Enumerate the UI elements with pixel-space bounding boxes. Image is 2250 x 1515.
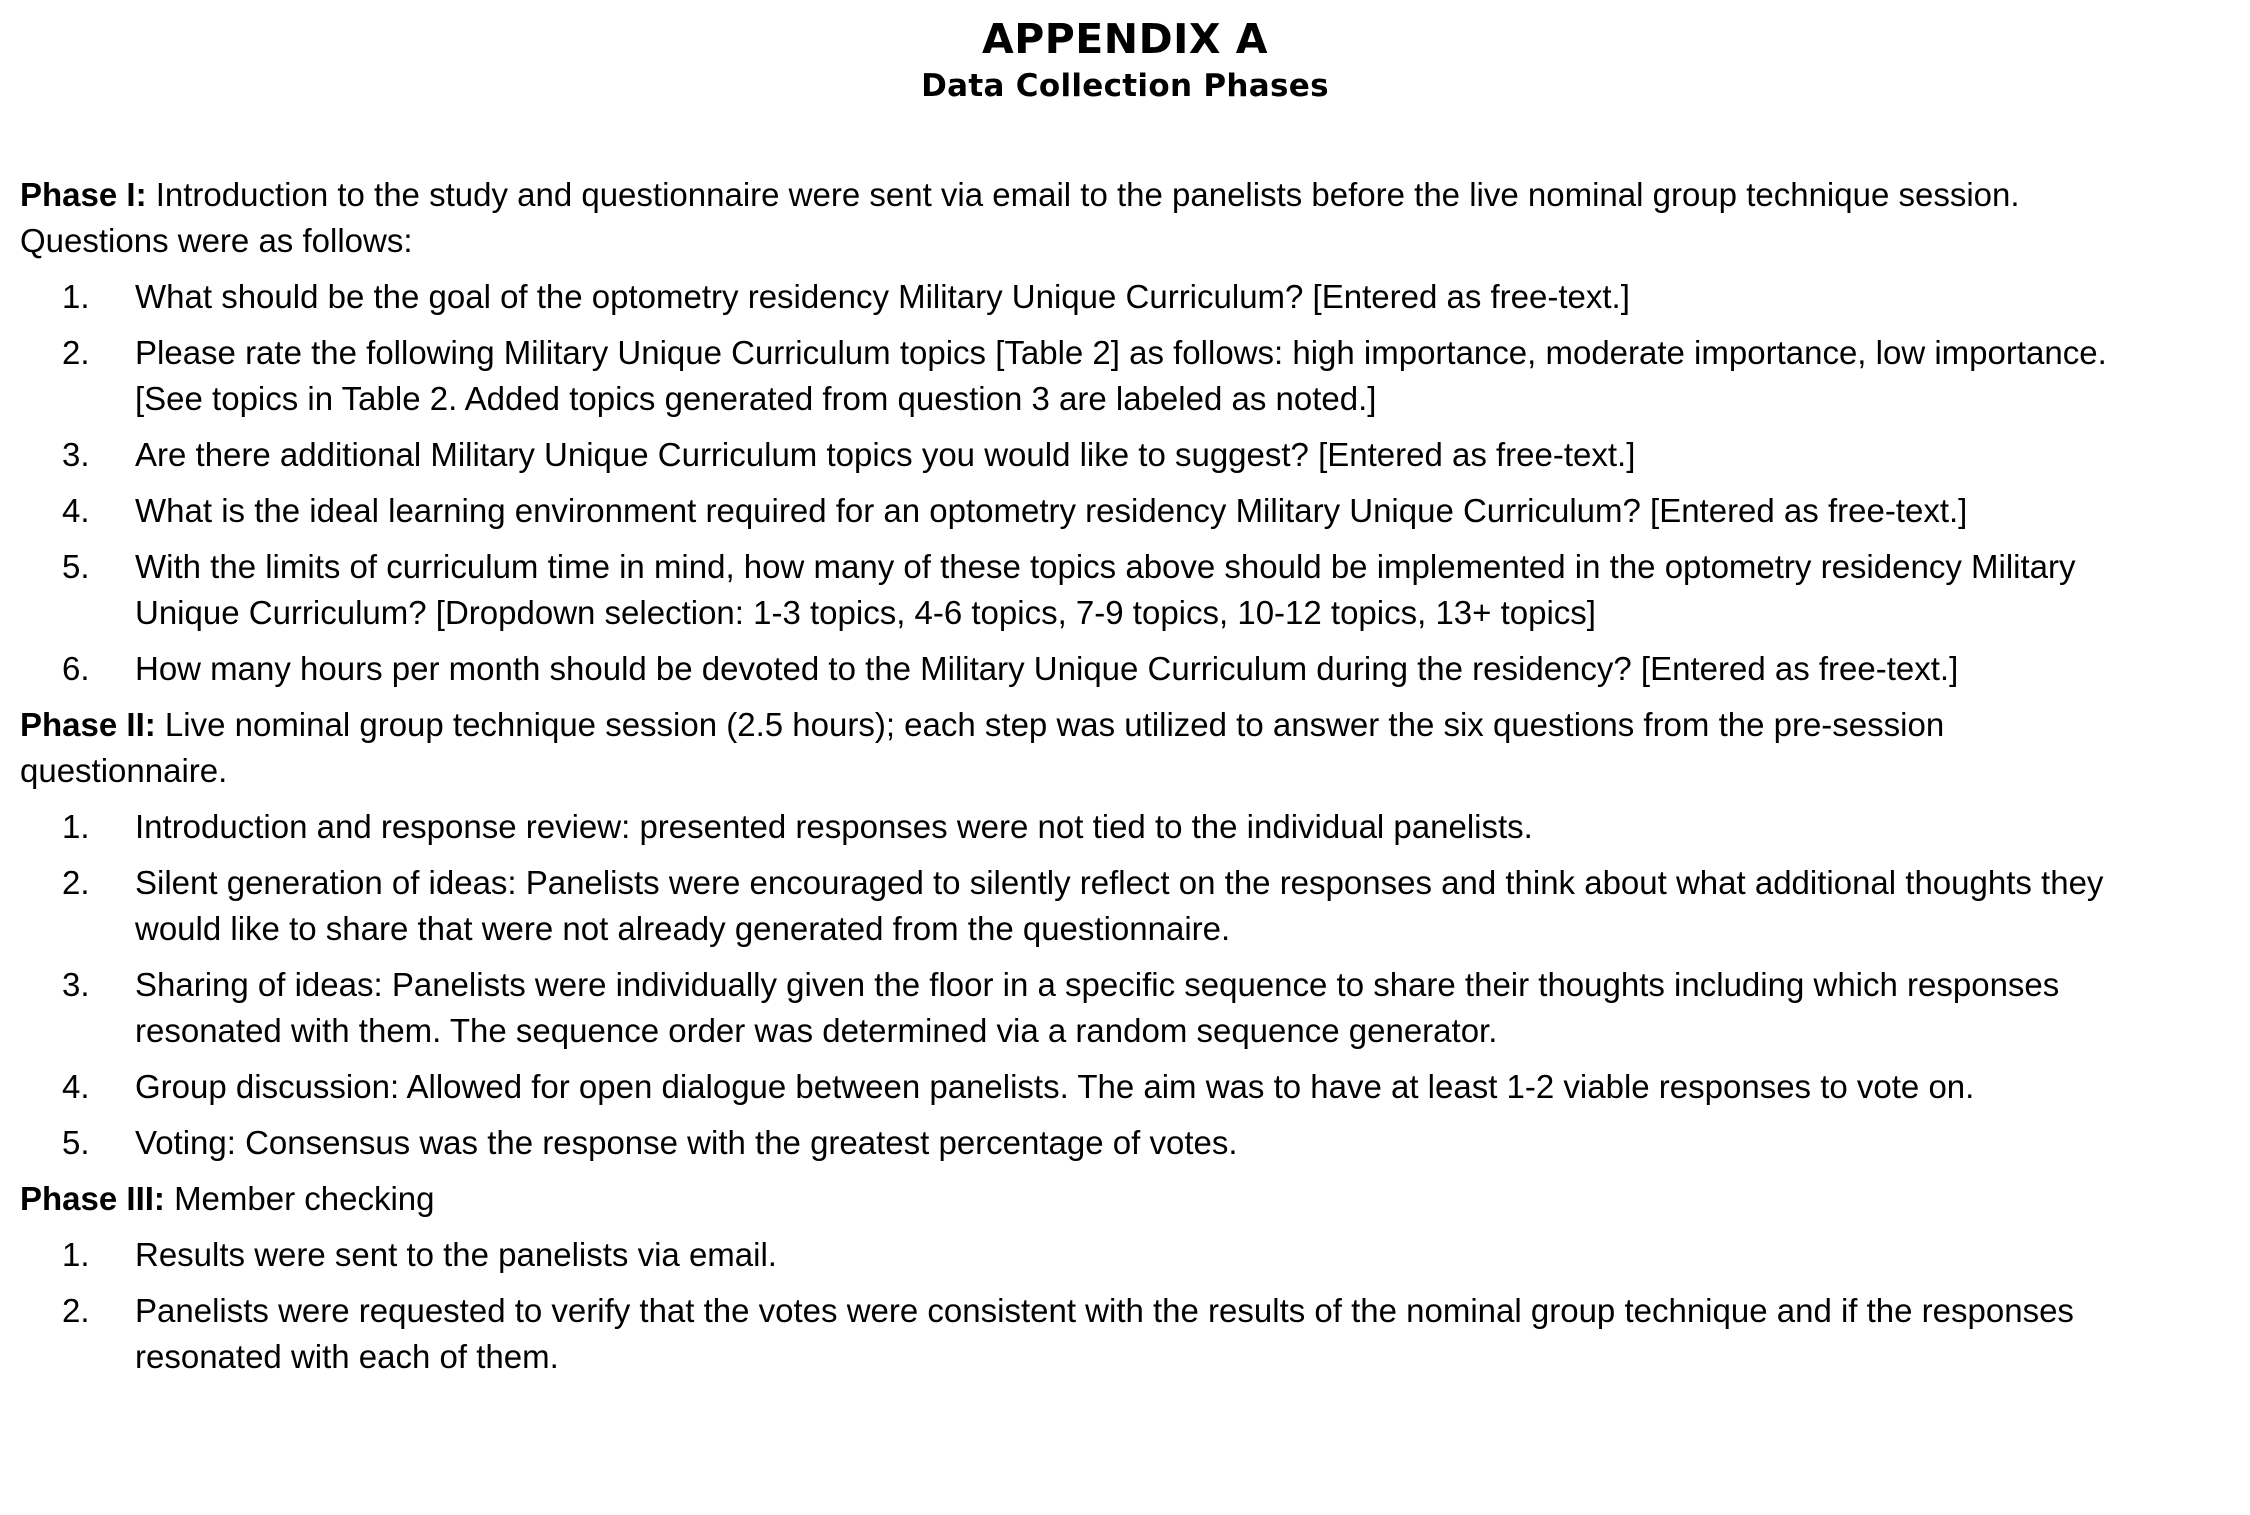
list-item xyxy=(20,646,2160,692)
list-item xyxy=(20,1232,2160,1278)
phase-3-section xyxy=(20,1176,2160,1380)
phase-1-intro-text: Introduction to the study and questionnaire were sent via email to the panelists before the live nominal group technique session. Questions were as follows: xyxy=(20,176,2020,259)
list-item xyxy=(20,1288,2160,1380)
phase-3-intro-text: Member checking xyxy=(174,1180,435,1217)
list-item xyxy=(20,804,2160,850)
list-item xyxy=(20,860,2160,952)
list-item-text: Are there additional Military Unique Curriculum topics you would like to suggest? [Entered as free-text.] xyxy=(135,436,1636,473)
page-title: APPENDIX A xyxy=(981,15,1269,63)
document-header xyxy=(20,14,2230,108)
list-item-text: Silent generation of ideas: Panelists were encouraged to silently reflect on the responses and think about what additional thoughts they would like to share that were not already generated from the questionnaire. xyxy=(135,864,2104,947)
list-item-text: Group discussion: Allowed for open dialogue between panelists. The aim was to have at least 1-2 viable responses to vote on. xyxy=(135,1068,1975,1105)
list-item-text: With the limits of curriculum time in mind, how many of these topics above should be implemented in the optometry residency Military Unique Curriculum? [Dropdown selection: 1-3 topics, 4-6 topics, 7-9 topics, 10-12 topics, 13+ topics] xyxy=(135,548,2076,631)
list-item-text: What should be the goal of the optometry residency Military Unique Curriculum? [Entered as free-text.] xyxy=(135,278,1630,315)
list-item xyxy=(20,1120,2160,1166)
phase-2-intro-text: Live nominal group technique session (2.5 hours); each step was utilized to answer the six questions from the pre-session questionnaire. xyxy=(20,706,1945,789)
list-item-text: Panelists were requested to verify that the votes were consistent with the results of the nominal group technique and if the responses resonated with each of them. xyxy=(135,1292,2074,1375)
phase-1-label: Phase I: xyxy=(20,176,147,213)
phase-3-step-list xyxy=(20,1232,2160,1380)
phase-2-intro xyxy=(20,702,2160,794)
list-item xyxy=(20,488,2160,534)
phase-3-intro xyxy=(20,1176,2160,1222)
phase-1-intro xyxy=(20,172,2160,264)
list-item-text: Please rate the following Military Unique Curriculum topics [Table 2] as follows: high importance, moderate importance, low importance. [See topics in Table 2. Added topics generated from question 3 are labeled as noted.] xyxy=(135,334,2107,417)
phase-2-step-list xyxy=(20,804,2160,1166)
list-item-text: What is the ideal learning environment required for an optometry residency Military Unique Curriculum? [Entered as free-text.] xyxy=(135,492,1968,529)
phase-2-label: Phase II: xyxy=(20,706,156,743)
list-item xyxy=(20,330,2160,422)
list-item-text: Sharing of ideas: Panelists were individually given the floor in a specific sequence to share their thoughts including which responses resonated with them. The sequence order was determined via a random sequence generator. xyxy=(135,966,2060,1049)
phase-1-question-list xyxy=(20,274,2160,692)
list-item-text: Voting: Consensus was the response with the greatest percentage of votes. xyxy=(135,1124,1238,1161)
list-item xyxy=(20,544,2160,636)
list-item xyxy=(20,274,2160,320)
list-item-text: Introduction and response review: presented responses were not tied to the individual panelists. xyxy=(135,808,1533,845)
list-item-text: How many hours per month should be devoted to the Military Unique Curriculum during the residency? [Entered as free-text.] xyxy=(135,650,1959,687)
page-subtitle: Data Collection Phases xyxy=(921,68,1329,104)
phase-1-section xyxy=(20,172,2160,692)
document-body xyxy=(20,172,2160,1380)
list-item xyxy=(20,962,2160,1054)
phase-3-label: Phase III: xyxy=(20,1180,165,1217)
list-item xyxy=(20,432,2160,478)
phase-2-section xyxy=(20,702,2160,1166)
list-item xyxy=(20,1064,2160,1110)
list-item-text: Results were sent to the panelists via email. xyxy=(135,1236,777,1273)
